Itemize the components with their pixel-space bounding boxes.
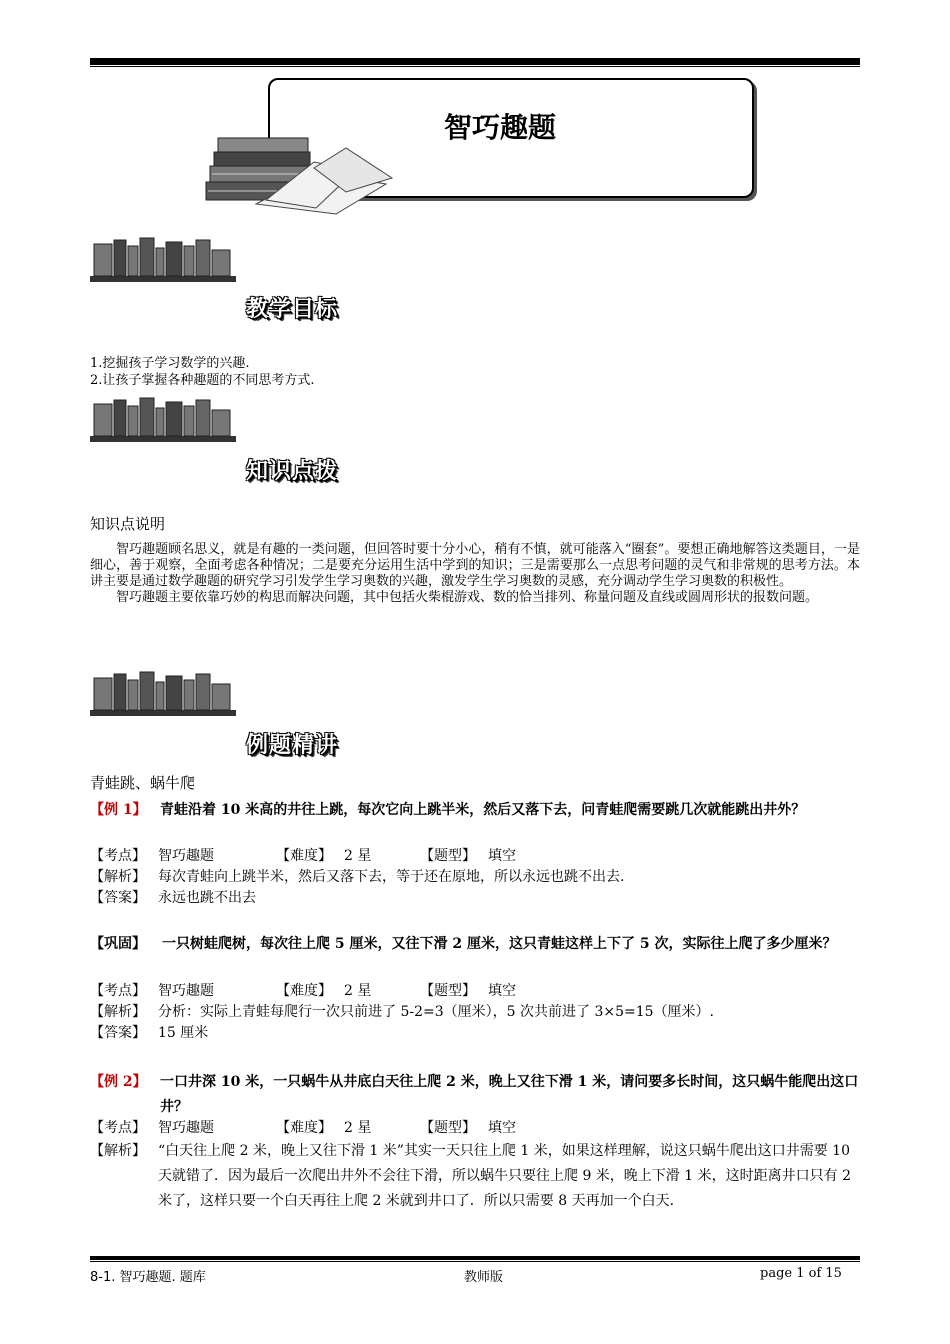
problem-text: 一只树蛙爬树，每次往上爬 5 厘米，又往下滑 2 厘米，这只青蛙这样上下了 5 次，实际往上爬了多少厘米？ (162, 936, 837, 952)
meta-value: 填空 (488, 1120, 516, 1136)
problem-question (90, 932, 860, 982)
problem-tag: 【例 2】 (90, 1074, 147, 1090)
meta-value: 填空 (488, 848, 516, 864)
meta-value: 2 星 (344, 1120, 372, 1136)
meta-label: 【题型】 (420, 983, 476, 999)
knowledge-paragraph: 智巧趣题顾名思义，就是有趣的一类问题，但回答时要十分小心，稍有不慎，就可能落入“圈套”。要想正确地解答这类题目，一是细心，善于观察，全面考虑各种情况；二是要充分运用生活中学到的知识；三是需要那么一点思考问题的灵气和非常规的思考方法。本讲主要是通过数学趣题的研究学习引发学生学习奥数的兴趣，激发学生学习奥数的灵感，充分调动学生学习奥数的积极性。 (90, 542, 860, 589)
section-title-goals: 教学目标 (246, 297, 339, 322)
section-title-knowledge: 知识点拨 (246, 459, 339, 484)
problem-question (90, 798, 860, 848)
subsection-title: 知识点说明 (90, 515, 166, 533)
problem-tag: 【例 1】 (90, 802, 147, 818)
subsection-title: 青蛙跳、蜗牛爬 (90, 774, 196, 792)
answer-label: 【答案】 (90, 890, 146, 906)
bookshelf-icon (90, 236, 236, 282)
problem-text: 青蛙沿着 10 米高的井往上跳，每次它向上跳半米，然后又落下去，问青蛙爬需要跳几次就能跳出井外？ (160, 802, 806, 818)
meta-label: 【考点】 (90, 983, 146, 999)
knowledge-paragraph: 智巧趣题主要依靠巧妙的构思而解决问题，其中包括火柴棍游戏、数的恰当排列、称量问题及直线或圆周形状的报数问题。 (116, 590, 819, 605)
meta-value: 智巧趣题 (158, 1120, 214, 1136)
goal-item: 2.让孩子掌握各种趣题的不同思考方式. (90, 373, 315, 388)
page-title: 智巧趣题 (443, 111, 556, 144)
problem-meta (90, 981, 860, 1002)
meta-value: 填空 (488, 983, 516, 999)
meta-label: 【考点】 (90, 848, 146, 864)
answer-text: 15 厘米 (158, 1025, 209, 1041)
problem-analysis (90, 1139, 860, 1209)
problem-answer (90, 888, 860, 909)
problem-text: 一口井深 10 米，一只蜗牛从井底白天往上爬 2 米，晚上又往下滑 1 米，请问要多长时间，这只蜗牛能爬出这口井？ (160, 1074, 859, 1115)
analysis-text: 分析：实际上青蛙每爬行一次只前进了 5-2=3（厘米），5 次共前进了 3×5=15（厘米）. (158, 1004, 714, 1020)
meta-label: 【难度】 (276, 848, 332, 864)
problem-analysis (90, 867, 860, 888)
bottom-rule-thin (90, 1261, 860, 1262)
meta-value: 智巧趣题 (158, 848, 214, 864)
meta-value: 智巧趣题 (158, 983, 214, 999)
footer-center: 教师版 (464, 1270, 504, 1285)
top-rule (90, 58, 860, 65)
meta-label: 【题型】 (420, 848, 476, 864)
section-title-examples: 例题精讲 (246, 733, 339, 758)
bookshelf-icon (90, 670, 236, 716)
problem-analysis (90, 1002, 860, 1023)
books-illustration (196, 112, 396, 216)
meta-label: 【难度】 (276, 1120, 332, 1136)
analysis-label: 【解析】 (90, 1004, 146, 1020)
bookshelf-icon (90, 396, 236, 442)
problem-meta (90, 1118, 860, 1139)
bottom-rule (90, 1256, 860, 1260)
problem-question (90, 1070, 860, 1120)
meta-label: 【难度】 (276, 983, 332, 999)
knowledge-text (90, 542, 860, 606)
answer-label: 【答案】 (90, 1025, 146, 1041)
analysis-text: “白天往上爬 2 米，晚上又往下滑 1 米”其实一天只往上爬 1 米，如果这样理解，说这只蜗牛爬出这口井需要 10 天就错了．因为最后一次爬出井外不会往下滑，所以蜗牛只要往上爬 9 米，晚上下滑 1 米，这时距离井口只有 2 米了，这样只要一个白天再往上爬 2 米就到井口了．所以只需要 8 天再加一个白天. (158, 1143, 851, 1209)
problem-answer (90, 1023, 860, 1044)
footer-left: 8-1. 智巧趣题. 题库 (90, 1270, 206, 1285)
analysis-label: 【解析】 (90, 869, 146, 885)
problem-tag: 【巩固】 (90, 936, 146, 952)
footer-page: page 1 of 15 (760, 1266, 842, 1281)
answer-text: 永远也跳不出去 (158, 890, 256, 906)
meta-label: 【考点】 (90, 1120, 146, 1136)
meta-value: 2 星 (344, 983, 372, 999)
analysis-text: 每次青蛙向上跳半米，然后又落下去，等于还在原地，所以永远也跳不出去. (158, 869, 625, 885)
problem-meta (90, 846, 860, 867)
goal-item: 1.挖掘孩子学习数学的兴趣. (90, 356, 250, 371)
analysis-label: 【解析】 (90, 1143, 146, 1159)
meta-label: 【题型】 (420, 1120, 476, 1136)
meta-value: 2 星 (344, 848, 372, 864)
top-rule-thin (90, 66, 860, 67)
